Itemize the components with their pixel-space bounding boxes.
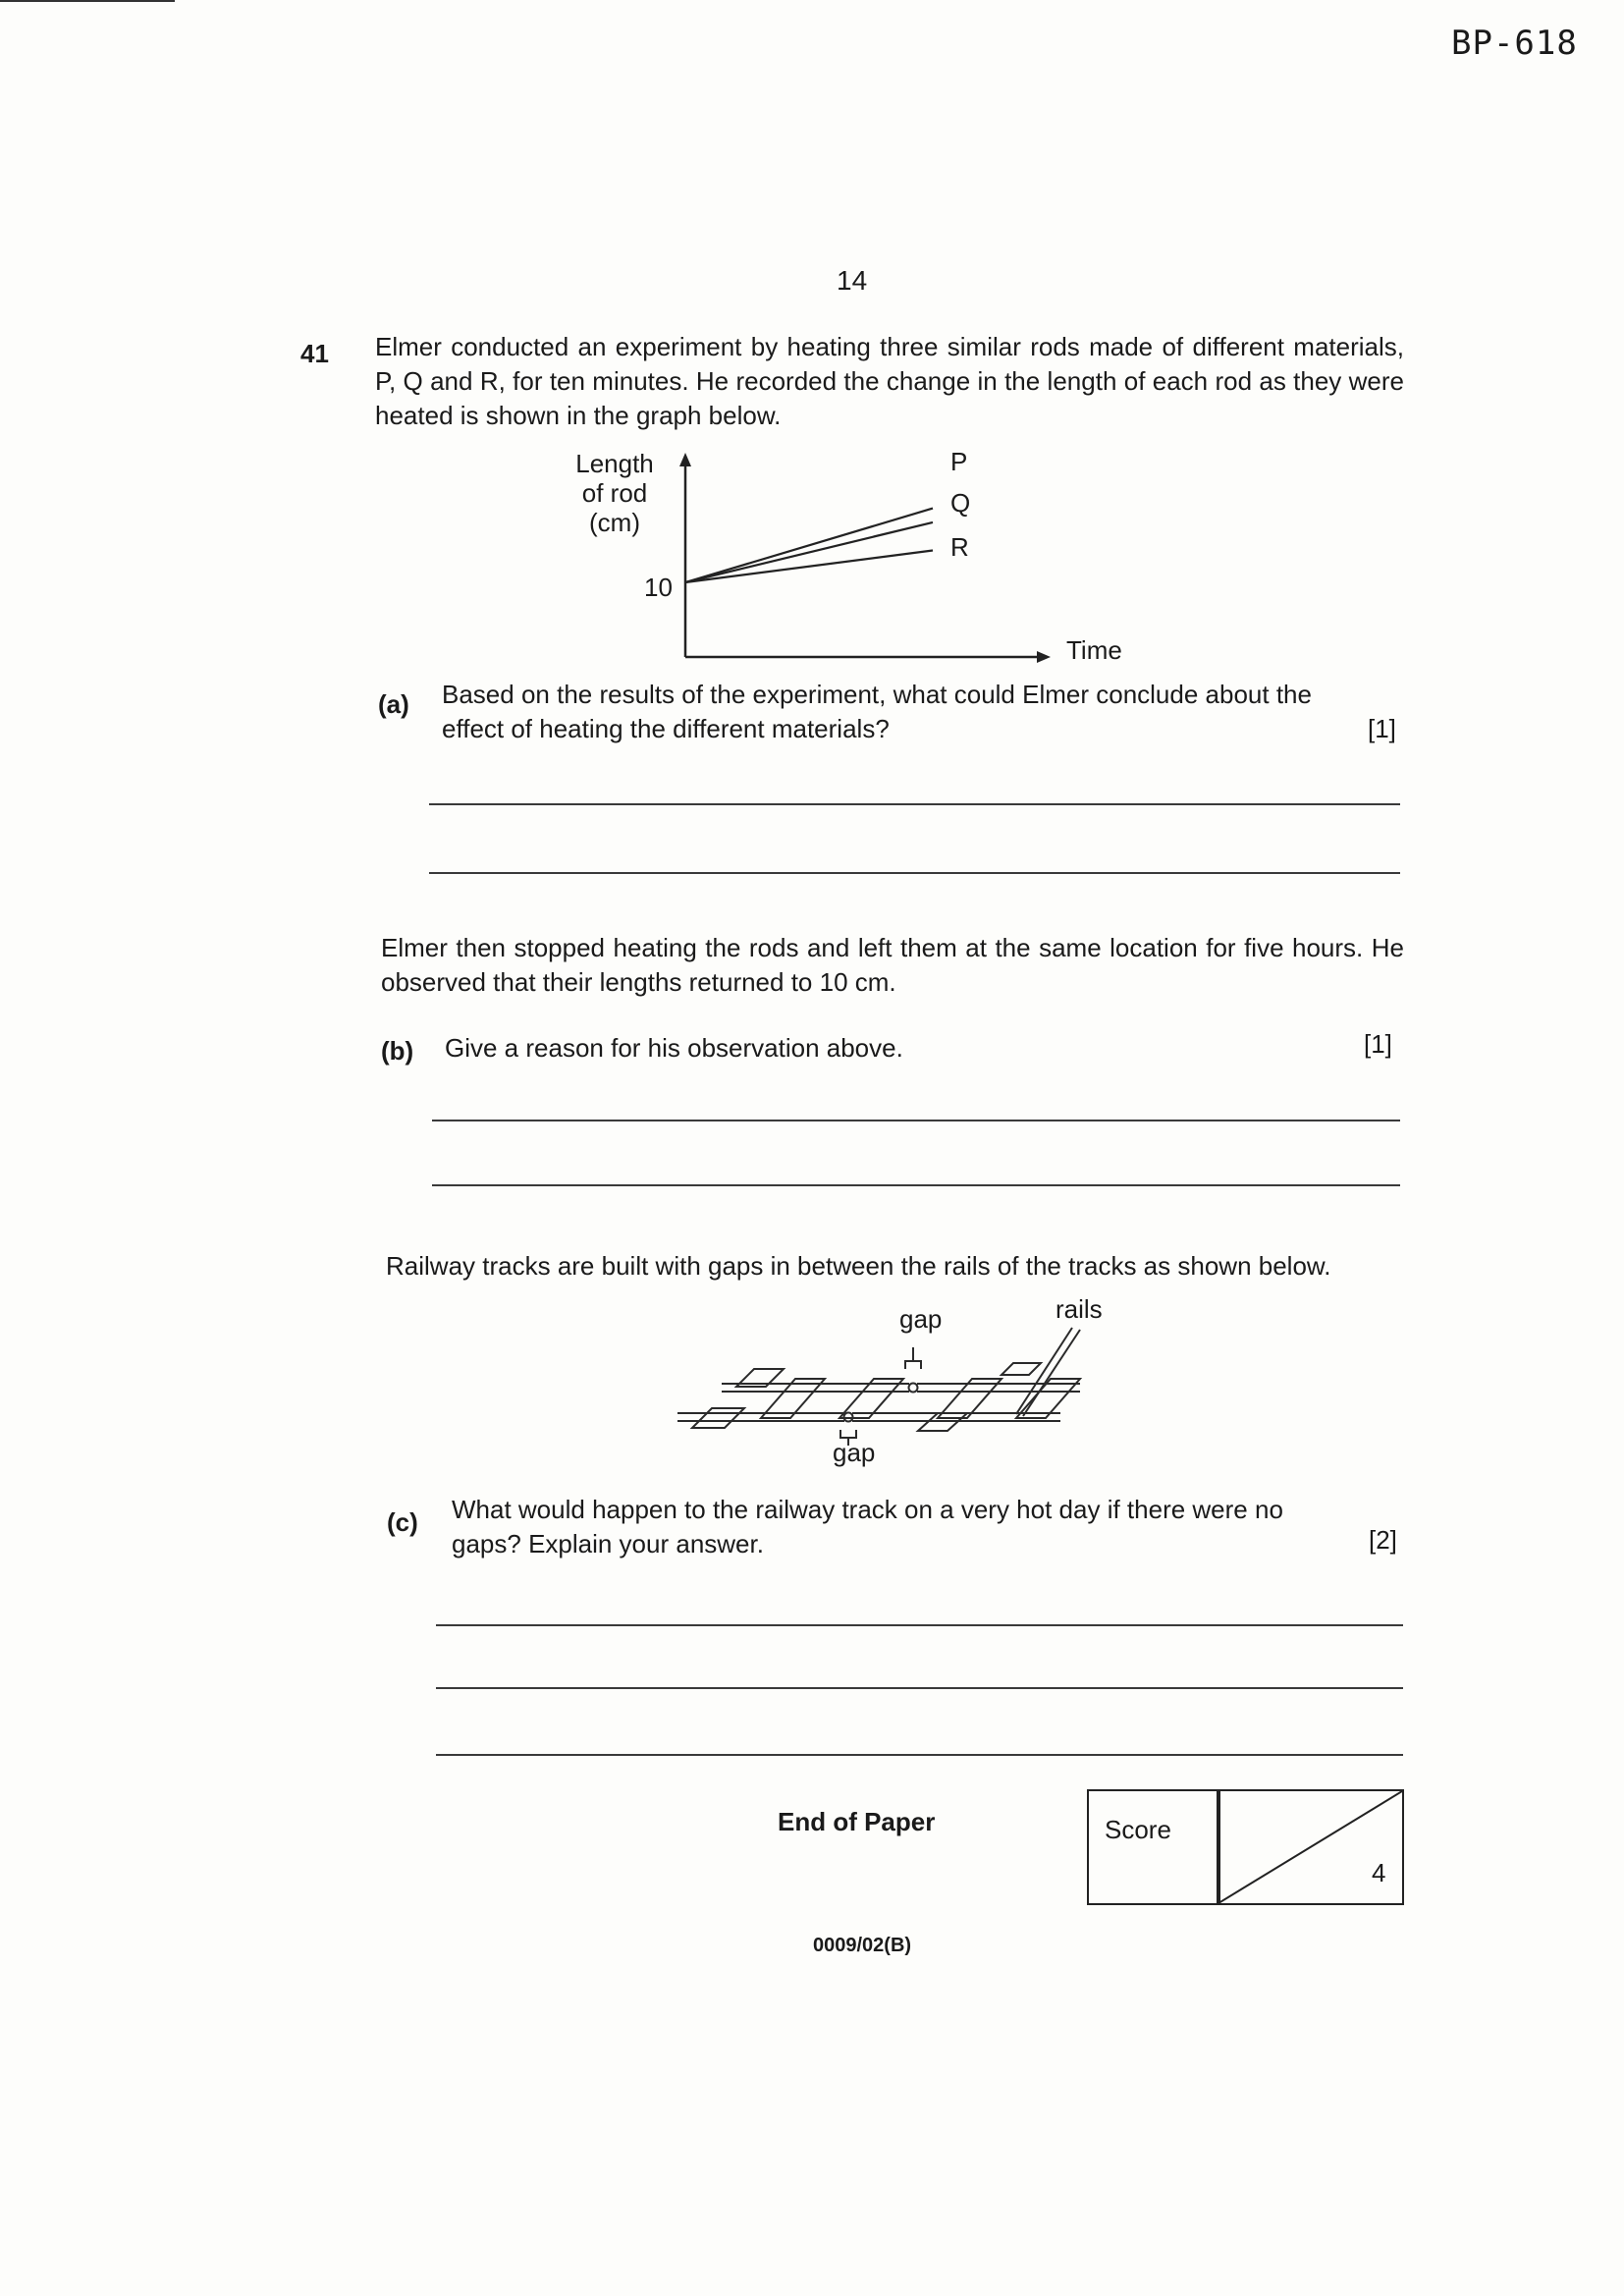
series-label-q: Q (950, 488, 971, 518)
answer-line-c3[interactable] (436, 1754, 1403, 1756)
part-a-label: (a) (378, 689, 409, 719)
part-a-line: effect of heating the different materials? (442, 714, 890, 743)
score-box (1087, 1789, 1406, 1905)
answer-line-a2[interactable] (429, 872, 1400, 874)
answer-line-b1[interactable] (432, 1120, 1400, 1121)
graph-ytick-10: 10 (644, 573, 673, 602)
part-a-line: Based on the results of the experiment, what could Elmer conclude about the (442, 680, 1312, 709)
page-number: 14 (837, 265, 868, 296)
part-c-line: What would happen to the railway track on a very hot day if there were no (452, 1495, 1283, 1524)
part-b-marks: [1] (1364, 1029, 1392, 1059)
observation-text: Elmer then stopped heating the rods and left them at the same location for five hours. He observed that their lengths returned to 10 cm. (381, 933, 1404, 997)
answer-line-b2[interactable] (432, 1184, 1400, 1186)
part-a-question (442, 678, 1404, 746)
graph-plot-area (560, 447, 1149, 683)
part-c-label: (c) (387, 1507, 418, 1537)
part-c-marks: [2] (1369, 1525, 1397, 1555)
part-b-label: (b) (381, 1036, 414, 1066)
score-label-cell (1087, 1789, 1220, 1905)
question-intro: Elmer conducted an experiment by heating three similar rods made of different materials, P, Q and R, for ten minutes. He recorded the change in the length of each rod as they were heated is shown in the graph below. (375, 332, 1404, 430)
gap-label-top: gap (899, 1304, 943, 1334)
answer-line-c2[interactable] (436, 1687, 1403, 1689)
series-line-p (685, 509, 933, 582)
series-line-r (685, 551, 933, 583)
sleeper (692, 1408, 744, 1428)
document-code: BP-618 (1451, 24, 1578, 63)
answer-line-a1[interactable] (429, 803, 1400, 805)
gap-bracket-top (905, 1361, 921, 1369)
series-line-q (685, 522, 933, 582)
gap-bracket-bottom (840, 1430, 856, 1438)
part-a-marks: [1] (1368, 714, 1396, 743)
rails-pointer (1016, 1328, 1072, 1414)
part-c-question (452, 1493, 1406, 1561)
end-of-paper: End of Paper (778, 1807, 936, 1836)
score-label: Score (1105, 1815, 1171, 1844)
sleeper (1001, 1363, 1041, 1375)
score-total: 4 (1372, 1858, 1386, 1887)
gap-label-bottom: gap (833, 1438, 876, 1467)
gap-joint (909, 1384, 918, 1393)
length-time-graph (560, 447, 1149, 683)
series-label-r: R (950, 532, 969, 562)
graph-ylabel-line: (cm) (589, 508, 640, 537)
railway-track-drawing (668, 1288, 1119, 1475)
graph-y-axis-arrow (679, 453, 691, 466)
rails-label: rails (1056, 1294, 1103, 1324)
railway-diagram (668, 1288, 1119, 1475)
graph-ylabel-line: of rod (581, 478, 648, 508)
graph-xlabel: Time (1066, 635, 1122, 665)
top-rule (0, 0, 175, 2)
part-b-question: Give a reason for his observation above. (445, 1033, 903, 1063)
part-c-line: gaps? Explain your answer. (452, 1529, 764, 1558)
answer-line-c1[interactable] (436, 1624, 1403, 1626)
graph-x-axis-arrow (1037, 651, 1051, 663)
paper-code: 0009/02(B) (813, 1935, 912, 1956)
graph-ylabel-line: Length (575, 449, 654, 478)
series-label-p: P (950, 447, 968, 476)
railway-text: Railway tracks are built with gaps in between the rails of the tracks as shown below. (386, 1251, 1331, 1281)
question-number: 41 (300, 339, 329, 368)
